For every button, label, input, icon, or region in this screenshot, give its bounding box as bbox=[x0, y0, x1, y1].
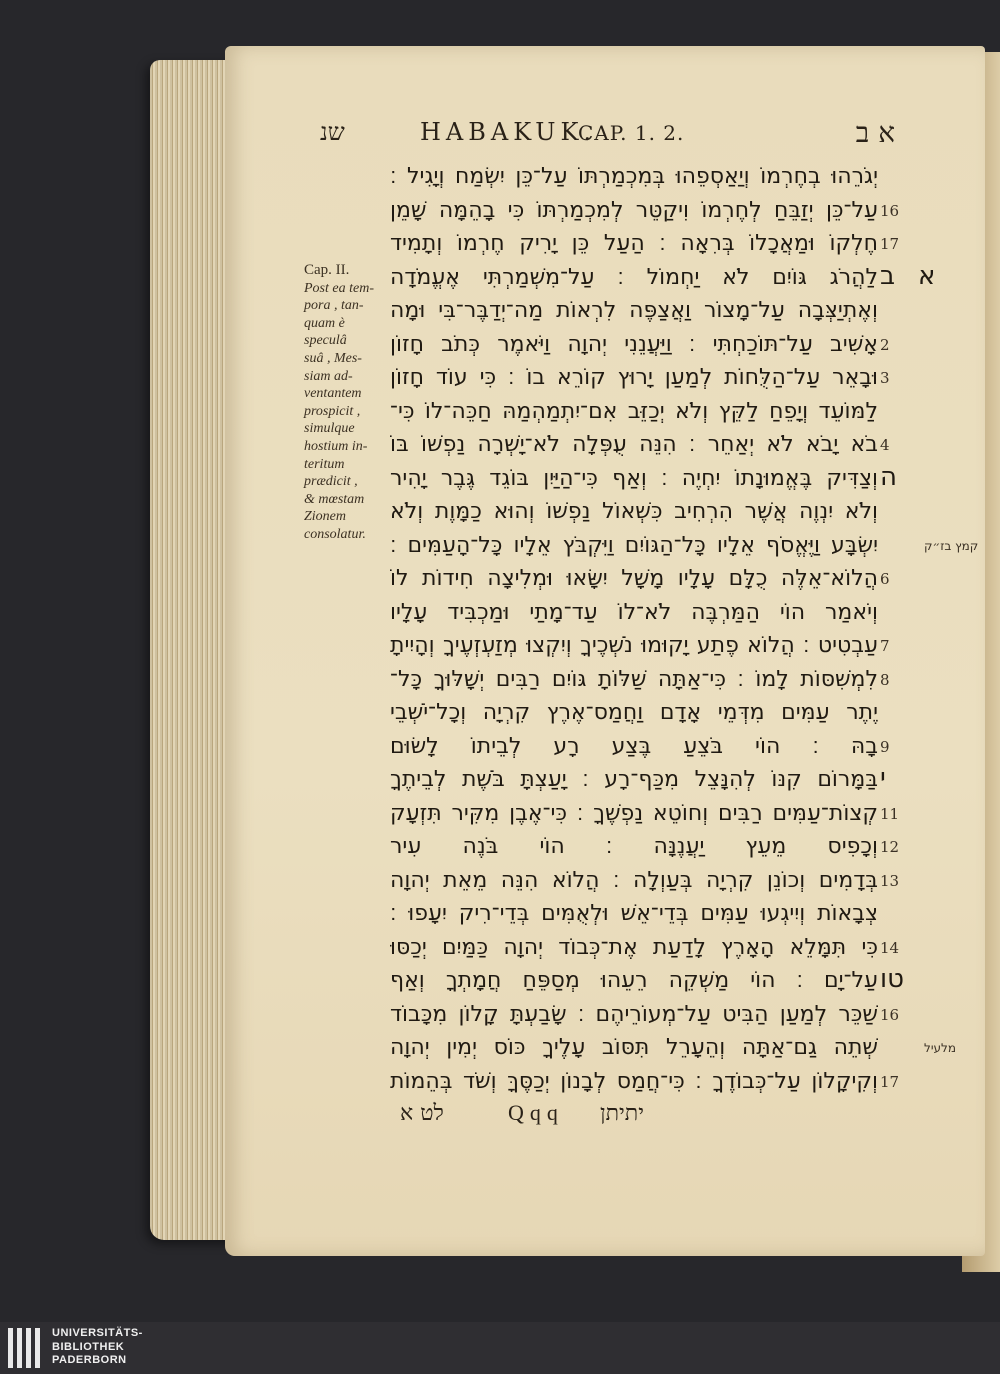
verse-number: 16 bbox=[880, 1005, 900, 1024]
folio-number: שנ bbox=[320, 118, 345, 146]
text-line: יְגֹרֵהוּ בְחֶרְמוֹ וְיַאַסְפֵהוּ בְּמִכְמַרְתּוֹ עַל־כֵּן יִשְׂמַח וְיָגִיל ׃ bbox=[390, 164, 878, 189]
text-line: יֶתֶר עַמִּים מִדְּמֵי אָדָם וַחֲמַס־אֶרֶץ קִרְיָה וְכָל־יֹשְׁבֵי bbox=[390, 700, 878, 725]
margin-note-line: siam ad- bbox=[304, 368, 353, 384]
margin-note-line: ventantem bbox=[304, 386, 362, 402]
verse-number: 7 bbox=[880, 637, 890, 655]
catchword: לט א bbox=[400, 1101, 444, 1126]
text-line: לַמּוֹעֵד וְיָפֵחַ לַקֵּץ וְלֹא יְכַזֵּב אִם־יִתְמַהְמַהּ חַכֵּה־לוֹ כִּי־ bbox=[390, 398, 878, 424]
hebrew-text-block bbox=[390, 160, 878, 1098]
margin-note-line: Zionem bbox=[304, 509, 346, 525]
latin-margin-note bbox=[304, 262, 394, 544]
book-title: HABAKUK. bbox=[420, 118, 597, 146]
text-line: קְצוֹת־עַמִּים רַבִּים וְחוֹטֵא נַפְשֶׁךָ ׃ כִּי־אֶבֶן מִקִּיר תִּזְעָק bbox=[390, 800, 878, 826]
text-line: וְאֶתְיַצְּבָה עַל־מָצוֹר וַאֲצַפֶּה לִרְאוֹת מַה־יְדַבֶּר־בִּי וּמָה bbox=[390, 298, 878, 323]
verse-number: 16 bbox=[880, 201, 900, 220]
page-footer bbox=[400, 1100, 720, 1130]
marginal-accent-note: קמץ בז״ק bbox=[924, 538, 979, 553]
verse-number: 12 bbox=[880, 838, 900, 856]
verse-number: 3 bbox=[880, 369, 890, 387]
text-line: חֶלְקוֹ וּמַאֲכָלוֹ בְּרִאָה ׃ הַעַל כֵּן יָרִיק חֶרְמוֹ וְתָמִיד bbox=[390, 231, 878, 256]
text-line: יִשְׂבָּע וַיֶּאֱסֹף אֵלָיו כָּל־הַגּוֹיִם וַיִּקְבֹּץ אֵלָיו כָּל־הָעַמִּים ׃ bbox=[390, 532, 878, 558]
verse-number: 6 bbox=[880, 570, 890, 588]
verse-number: 9 bbox=[880, 737, 890, 756]
margin-note-line: & mœstam bbox=[304, 491, 365, 507]
text-line: עַל־כֵּן יְזַבֵּחַ לְחֶרְמוֹ וִיקַטֵּר לְמִכְמַרְתּוֹ כִּי בָהֵמָּה שָׁמֵן bbox=[390, 197, 878, 223]
text-line: כִּי תִּמָּלֵא הָאָרֶץ לָדַעַת אֶת־כְּבוֹד יְהוָה כַּמַּיִם יְכַסּוּ bbox=[390, 934, 878, 960]
running-header bbox=[320, 118, 895, 154]
text-line: לַהֲרֹג גּוֹיִם לֹא יַחְמוֹל ׃ עַל־מִשְׁמַרְתִּי אֶעֱמֹדָה bbox=[390, 264, 878, 290]
library-logo-bar bbox=[0, 1322, 1000, 1374]
margin-note-line: teritum bbox=[304, 456, 345, 472]
text-line: בָהּ ׃ הוֹי בֹּצֵעַ בֶּצַע רָע לְבֵיתוֹ לָשׂוּם bbox=[390, 733, 878, 759]
text-line: בְּדָמִים וְכוֹנֵן קִרְיָה בְּעַוְלָה ׃ הֲלוֹא הִנֵּה מֵאֵת יְהוָה bbox=[390, 867, 878, 893]
text-line: וְלֹא יִנְוֶה אֲשֶׁר הִרְחִיב כִּשְׁאוֹל נַפְשׁוֹ וְהוּא כַמָּוֶת וְלֹא bbox=[390, 499, 878, 524]
text-line: וְיֹאמַר הוֹי הַמַּרְבֶּה לֹא־לוֹ עַד־מָתַי וּמַכְבִּיד עָלָיו bbox=[390, 599, 878, 625]
margin-note-line: hostium in- bbox=[304, 438, 368, 454]
margin-note-line: quam è bbox=[304, 315, 345, 331]
hebrew-chapter-letters: א ב bbox=[855, 116, 895, 149]
verse-number: 4 bbox=[880, 436, 890, 454]
margin-note-line: simulque bbox=[304, 421, 355, 437]
verse-letter-marker: טו bbox=[880, 964, 904, 994]
text-line: עַל־יָם ׃ הוֹי מַשְׁקֵה רֵעֵהוּ מְסַפֵּחַ חֲמָתְךָ וְאַף bbox=[390, 968, 878, 993]
text-line: בֹא יָבֹא לֹא יְאַחֵר ׃ הִנֵּה עֻפְּלָה לֹא־יָשְׁרָה נַפְשׁוֹ בּוֹ bbox=[390, 432, 878, 457]
text-line: לִמְשִׁסּוֹת לָמוֹ ׃ כִּי־אַתָּה שַׁלּוֹתָ גּוֹיִם רַבִּים יְשָׁלּוּךָ כָּל־ bbox=[390, 666, 878, 692]
verse-letter-marker: ה bbox=[880, 461, 897, 492]
text-line: שְׁתֵה גַם־אַתָּה וְהֵעָרֵל תִּסּוֹב עָלֶיךָ כּוֹס יְמִין יְהוָה bbox=[390, 1035, 878, 1060]
text-line: הֲלוֹא־אֵלֶּה כֻלָּם עָלָיו מָשָׁל יִשָּׂאוּ וּמְלִיצָה חִידוֹת לוֹ bbox=[390, 566, 878, 591]
margin-note-heading: Cap. II. bbox=[304, 262, 350, 278]
marginal-accent-note: מלעיל bbox=[924, 1041, 956, 1055]
margin-note-line: consolatur. bbox=[304, 526, 366, 542]
library-logo-icon bbox=[8, 1328, 42, 1368]
verse-number: 8 bbox=[880, 670, 890, 689]
verse-letter-marker: י bbox=[880, 763, 886, 793]
verse-number: 17 bbox=[880, 1072, 900, 1091]
margin-note-line: prædicit , bbox=[304, 474, 358, 490]
verse-number: 13 bbox=[880, 871, 900, 890]
margin-note-line: speculâ bbox=[304, 333, 347, 349]
text-line: וְקִיקָלוֹן עַל־כְּבוֹדֶךָ ׃ כִּי־חֲמַס לְבָנוֹן יְכַסֶּךָּ וְשֹׁד בְּהֵמוֹת bbox=[390, 1068, 878, 1094]
text-line: וְכָפִיס מֵעֵץ יַעֲנֶנָּה ׃ הוֹי בֹּנֶה עִיר bbox=[390, 834, 878, 859]
verse-letter-marker: ב bbox=[880, 260, 896, 291]
margin-note-line: prospicit , bbox=[304, 403, 361, 419]
verse-number: 17 bbox=[880, 235, 900, 253]
library-name: UNIVERSITÄTS- BIBLIOTHEK PADERBORN bbox=[52, 1327, 143, 1366]
verse-letter-marker: א bbox=[918, 260, 936, 291]
verse-number: 2 bbox=[880, 335, 890, 354]
text-line: עַבְטִיט ׃ הֲלוֹא פֶתַע יָקוּמוּ נֹשְׁכֶיךָ וְיִקְצוּ מְזַעְזְעֶיךָ וְהָיִיתָ bbox=[390, 633, 878, 658]
margin-note-line: pora , tan- bbox=[304, 298, 364, 314]
signature-mark: Qqq bbox=[508, 1100, 564, 1125]
text-line: שַׁכֵּר לְמַעַן הַבִּיט עַל־מְעוֹרֵיהֶם ׃ שָׂבַעְתָּ קָלוֹן מִכָּבוֹד bbox=[390, 1001, 878, 1027]
text-line: וְצַדִּיק בֶּאֱמוּנָתוֹ יִחְיֶה ׃ וְאַף כִּי־הַיַּיִן בּוֹגֵד גֶּבֶר יָהִיר bbox=[390, 465, 878, 491]
catchword-right: יתיתן bbox=[600, 1101, 644, 1126]
chapter-reference: CAP. 1. 2. bbox=[578, 121, 685, 145]
text-line: וּבָאֵר עַל־הַלֻּחוֹת לְמַעַן יָרוּץ קוֹרֵא בוֹ ׃ כִּי עוֹד חָזוֹן bbox=[390, 365, 878, 390]
text-line: צְבָאוֹת וְיִיגְעוּ עַמִּים בְּדֵי־אֵשׁ וּלְאֻמִּים בְּדֵי־רִיק יִעָפוּ ׃ bbox=[390, 901, 878, 926]
verse-number: 11 bbox=[880, 804, 900, 823]
verse-number: 14 bbox=[880, 938, 900, 957]
text-line: אָשִׁיב עַל־תּוֹכַחְתִּי ׃ וַיַּעֲנֵנִי יְהוָה וַיֹּאמֶר כְּתֹב חָזוֹן bbox=[390, 331, 878, 357]
margin-note-line: suâ , Mes- bbox=[304, 350, 362, 366]
margin-note-line: Post ea tem- bbox=[304, 280, 374, 296]
text-line: בַּמָּרוֹם קִנּוֹ לְהִנָּצֵל מִכַּף־רָע ׃ יָעַצְתָּ בֹּשֶׁת לְבֵיתֶךָ bbox=[390, 767, 878, 792]
